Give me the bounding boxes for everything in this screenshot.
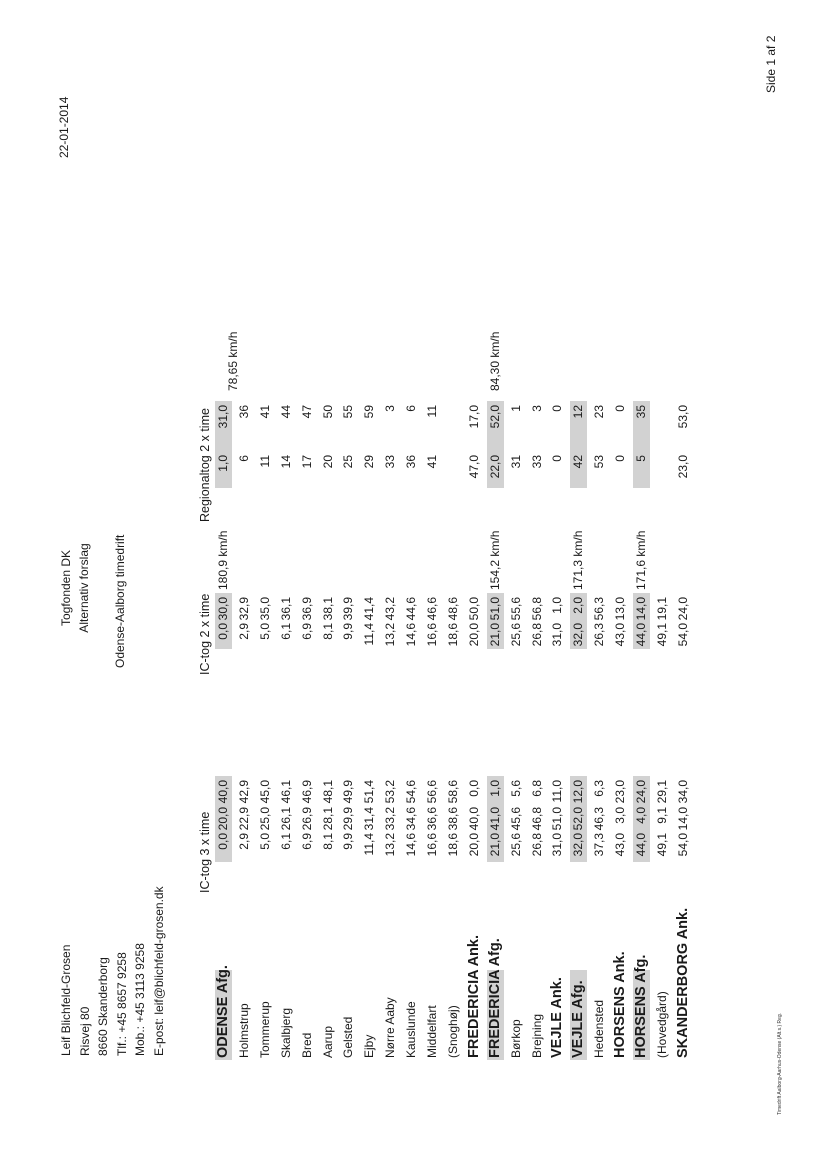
ic2-time: 36,9	[299, 597, 314, 621]
reg-time: 1	[508, 405, 523, 412]
table-row	[234, 0, 255, 1168]
ic3-time: 20,0	[466, 833, 481, 857]
ic3-time: 48,1	[320, 780, 335, 804]
ic2-time: 44,0	[634, 623, 648, 647]
ic3-time: 14,6	[404, 833, 419, 857]
ic3-time: 45,0	[257, 780, 272, 804]
reg-time: 31	[508, 455, 523, 469]
reg-time: 47	[299, 405, 314, 419]
table-row	[527, 0, 548, 1168]
doc-heading: Odense-Aalborg timedrift	[113, 534, 127, 668]
ic2-time: 2,0	[571, 597, 586, 614]
reg-time: 22,0	[487, 455, 502, 479]
org-name: Togfonden DK	[59, 549, 73, 627]
reg-time: 17	[299, 455, 314, 469]
ic2-time: 6,9	[299, 623, 314, 640]
reg-time: 23,0	[675, 455, 690, 479]
table-row	[589, 0, 610, 1168]
reg-time: 12	[571, 405, 586, 419]
ic3-time: 0,0	[216, 833, 230, 850]
ic2-time: 56,8	[529, 597, 544, 621]
ic2-time: 20,0	[466, 623, 481, 647]
ic2-time: 19,1	[654, 597, 669, 621]
reg-time	[652, 405, 673, 445]
station-name: Brejning	[529, 1013, 544, 1058]
ic3-time: 42,9	[236, 780, 251, 804]
table-row	[359, 0, 380, 1168]
doc-subtitle: Alternativ forslag	[77, 543, 91, 633]
ic2-time: 16,6	[425, 623, 439, 647]
table-row	[276, 0, 297, 1168]
page-number: Side 1 af 2	[764, 35, 778, 93]
ic2-time: 25,6	[508, 623, 523, 647]
ic2-time: 32,0	[571, 623, 586, 647]
ic3-time: 18,6	[445, 833, 460, 857]
table-row	[401, 0, 422, 1168]
ic3-time: 11,0	[550, 780, 565, 803]
reg-time: 14	[278, 455, 293, 469]
ic3-time: 46,3	[592, 807, 607, 831]
ic3-time: 58,6	[445, 780, 460, 804]
ic2-time: 14,0	[634, 597, 648, 621]
sender-name: Leif Blichfeld-Grosen	[59, 944, 73, 1056]
reg-time: 33	[383, 455, 398, 469]
ic2-time: 1,0	[550, 597, 565, 614]
ic3-time: 6,3	[592, 780, 607, 797]
ic3-time: 32,0	[571, 833, 586, 857]
reg-time: 44	[278, 405, 293, 419]
ic2-speed: 171,3 km/h	[571, 530, 586, 590]
ic3-time: 2,9	[236, 833, 251, 850]
ic3-time: 31,0	[550, 833, 565, 857]
station-name: Ejby	[362, 1034, 377, 1058]
ic3-time: 13,2	[383, 833, 398, 857]
ic3-time: 40,0	[216, 780, 230, 804]
table-row	[568, 0, 589, 1168]
ic3-time: 46,1	[278, 780, 293, 804]
reg-time: 35	[634, 405, 648, 419]
ic3-time: 40,0	[466, 807, 481, 831]
reg-time: 1,0	[216, 455, 230, 472]
station-name: Gelsted	[341, 1016, 356, 1058]
ic3-time: 46,8	[529, 807, 544, 831]
reg-time	[443, 405, 464, 445]
ic2-speed: 180,9 km/h	[216, 530, 230, 590]
ic3-time: 45,6	[508, 807, 523, 831]
reg-time: 20	[320, 455, 335, 469]
ic3-time: 26,9	[299, 807, 314, 831]
sender-city: 8660 Skanderborg	[96, 957, 110, 1056]
ic3-time: 29,1	[654, 780, 669, 804]
table-row	[318, 0, 339, 1168]
ic3-time: 12,0	[571, 780, 586, 804]
ic2-time: 46,6	[425, 597, 439, 621]
reg-time: 36	[404, 455, 419, 469]
station-name: SKANDERBORG Ank.	[674, 907, 691, 1058]
ic2-time: 49,1	[654, 623, 669, 647]
ic3-time: 6,9	[299, 833, 314, 850]
ic2-time: 5,0	[257, 623, 272, 640]
ic3-time: 41,0	[487, 807, 502, 831]
ic3-time: 21,0	[487, 833, 502, 857]
reg-time: 0	[613, 455, 628, 462]
ic2-time: 43,2	[383, 597, 398, 621]
reg-time: 3	[529, 405, 544, 412]
ic2-speed: 171,6 km/h	[634, 530, 648, 590]
reg-time: 23	[592, 405, 607, 419]
station-name: FREDERICIA Afg.	[486, 938, 503, 1058]
station-name: Nørre Aaby	[383, 997, 398, 1058]
ic3-time: 26,1	[278, 807, 293, 831]
station-name: VEJLE Ank.	[549, 977, 566, 1058]
ic3-time: 43,0	[613, 833, 628, 857]
ic2-time: 21,0	[487, 623, 502, 647]
sender-phone: Tlf.: +45 8657 9258	[114, 952, 129, 1056]
reg-time: 17,0	[466, 405, 481, 429]
table-row	[547, 0, 568, 1168]
table-row	[213, 0, 240, 1168]
reg-time: 29	[362, 455, 377, 469]
reg-time: 6	[404, 405, 419, 412]
ic3-time: 11,4	[362, 833, 377, 856]
ic3-time: 31,4	[362, 807, 377, 831]
col-header-ic3: IC-tog 3 x time	[198, 811, 212, 893]
reg-time: 53,0	[675, 405, 690, 429]
ic2-time: 55,6	[508, 597, 523, 621]
ic2-time: 9,9	[341, 623, 356, 640]
table-row	[673, 0, 694, 1168]
ic3-time: 22,9	[236, 807, 251, 831]
station-name: HORSENS Ank.	[612, 951, 629, 1058]
ic3-time: 36,6	[425, 807, 439, 831]
station-name: Kauslunde	[404, 1001, 419, 1058]
station-name: Middelfart	[425, 1005, 439, 1058]
ic2-time: 2,9	[236, 623, 251, 640]
ic3-time: 37,3	[592, 833, 607, 857]
ic3-time: 52,0	[571, 807, 586, 831]
ic3-time: 33,2	[383, 807, 398, 831]
reg-time: 0	[613, 405, 628, 412]
col-header-regional: Regionaltog 2 x time	[198, 408, 212, 522]
ic2-time: 0,0	[216, 623, 230, 640]
ic3-time: 28,1	[320, 807, 335, 831]
ic3-time: 24,0	[634, 780, 648, 804]
ic2-time: 24,0	[675, 597, 690, 621]
table-row	[485, 0, 506, 1168]
station-name: VEJLE Afg.	[570, 980, 587, 1058]
station-name: ODENSE Afg.	[215, 965, 231, 1058]
ic3-time: 4,0	[634, 807, 648, 824]
ic3-time: 9,1	[654, 807, 669, 824]
ic2-time: 44,6	[404, 597, 419, 621]
ic2-time: 30,0	[216, 597, 230, 621]
station-name: HORSENS Afg.	[633, 954, 649, 1058]
ic2-time: 13,0	[613, 597, 628, 621]
ic3-time: 6,8	[529, 780, 544, 797]
reg-time	[443, 455, 464, 495]
table-row	[297, 0, 318, 1168]
table-row	[443, 0, 464, 1168]
doc-date: 22-01-2014	[57, 96, 71, 158]
ic3-time: 51,4	[362, 780, 377, 804]
reg-time: 0	[550, 405, 565, 412]
reg-time: 42	[571, 455, 586, 469]
ic3-time: 0,0	[466, 780, 481, 797]
reg-time: 6	[236, 455, 251, 462]
ic2-time: 54,0	[675, 623, 690, 647]
ic2-time: 39,9	[341, 597, 356, 621]
reg-time: 50	[320, 405, 335, 419]
ic2-time: 38,1	[320, 597, 335, 621]
ic3-time: 34,6	[404, 807, 419, 831]
ic2-time: 36,1	[278, 597, 293, 621]
reg-time: 11	[425, 405, 439, 418]
ic2-time: 13,2	[383, 623, 398, 647]
ic2-time: 6,1	[278, 623, 293, 640]
table-row	[380, 0, 401, 1168]
footer-note: Timedrift Aalborg-Aarhus-Odense (Alt.s.) Reg.	[777, 1012, 783, 1115]
ic2-time: 56,3	[592, 597, 607, 621]
ic3-time: 1,0	[487, 780, 502, 797]
reg-time: 53	[592, 455, 607, 469]
ic2-time: 26,3	[592, 623, 607, 647]
ic2-time: 50,0	[466, 597, 481, 621]
ic2-time: 11,4	[362, 623, 377, 646]
col-header-ic2: IC-tog 2 x time	[198, 593, 212, 675]
station-name: FREDERICIA Ank.	[465, 935, 482, 1058]
ic3-time: 5,0	[257, 833, 272, 850]
ic3-time: 26,8	[529, 833, 544, 857]
reg-time: 3	[383, 405, 398, 412]
ic3-time: 20,0	[216, 807, 230, 831]
table-row	[506, 0, 527, 1168]
station-name: Holmstrup	[236, 1003, 251, 1058]
station-name: Aarup	[320, 1025, 335, 1058]
reg-time: 52,0	[487, 405, 502, 429]
ic3-time: 49,1	[654, 833, 669, 857]
ic2-time: 14,6	[404, 623, 419, 647]
regional-speed: 78,65 km/h	[226, 331, 240, 391]
ic3-time: 23,0	[613, 780, 628, 804]
reg-time: 36	[236, 405, 251, 419]
ic3-time: 38,6	[445, 807, 460, 831]
ic2-time: 43,0	[613, 623, 628, 647]
reg-time: 59	[362, 405, 377, 419]
ic3-time: 29,9	[341, 807, 356, 831]
ic2-time: 18,6	[445, 623, 460, 647]
station-name: Tommerup	[257, 1001, 272, 1058]
table-row	[631, 0, 652, 1168]
station-name: (Snoghøj)	[445, 1005, 460, 1058]
ic2-time: 51,0	[487, 597, 502, 621]
table-row	[652, 0, 673, 1168]
ic3-time: 6,1	[278, 833, 293, 850]
reg-time: 0	[550, 455, 565, 462]
ic3-time: 53,2	[383, 780, 398, 804]
ic2-time: 26,8	[529, 623, 544, 647]
ic3-time: 5,6	[508, 780, 523, 797]
ic2-time: 48,6	[445, 597, 460, 621]
ic2-time: 8,1	[320, 623, 335, 640]
table-row	[422, 0, 443, 1168]
ic2-time: 31,0	[550, 623, 565, 647]
ic3-time: 54,6	[404, 780, 419, 804]
reg-time: 33	[529, 455, 544, 469]
sender-email: E-post: leif@blichfeld-grosen.dk	[151, 886, 166, 1056]
station-name: Hedensted	[592, 999, 607, 1058]
sender-street: Risvej 80	[77, 1006, 92, 1056]
ic3-time: 14,0	[675, 807, 690, 831]
ic3-time: 3,0	[613, 807, 628, 824]
ic3-time: 46,9	[299, 780, 314, 804]
station-name: (Hovedgård)	[654, 991, 669, 1058]
station-name: Børkop	[508, 1019, 523, 1058]
ic3-time: 9,9	[341, 833, 356, 850]
ic3-time: 34,0	[675, 780, 690, 804]
table-row	[255, 0, 276, 1168]
reg-time: 5	[634, 455, 648, 462]
ic3-time: 49,9	[341, 780, 356, 804]
table-row	[610, 0, 631, 1168]
ic2-time: 35,0	[257, 597, 272, 621]
table-row	[464, 0, 485, 1168]
ic2-time: 32,9	[236, 597, 251, 621]
reg-time: 55	[341, 405, 356, 419]
ic3-time: 51,0	[550, 807, 565, 831]
reg-time: 31,0	[216, 405, 230, 429]
reg-time: 41	[425, 455, 439, 469]
ic3-time: 44,0	[634, 833, 648, 857]
ic3-time: 54,0	[675, 833, 690, 857]
ic3-time: 16,6	[425, 833, 439, 857]
table-row	[338, 0, 359, 1168]
ic3-time: 8,1	[320, 833, 335, 850]
reg-time: 41	[257, 405, 272, 419]
station-name: Bred	[299, 1032, 314, 1058]
ic3-time: 25,6	[508, 833, 523, 857]
ic2-time: 41,4	[362, 597, 377, 621]
reg-time: 47,0	[466, 455, 481, 479]
reg-time: 25	[341, 455, 356, 469]
regional-speed: 84,30 km/h	[487, 331, 502, 391]
reg-time	[652, 455, 673, 495]
reg-time: 11	[257, 455, 272, 468]
sender-mobile: Mob.: +45 3113 9258	[133, 943, 147, 1056]
station-name: Skalbjerg	[278, 1007, 293, 1058]
ic3-time: 25,0	[257, 807, 272, 831]
ic2-speed: 154,2 km/h	[487, 530, 502, 590]
ic3-time: 56,6	[425, 780, 439, 804]
